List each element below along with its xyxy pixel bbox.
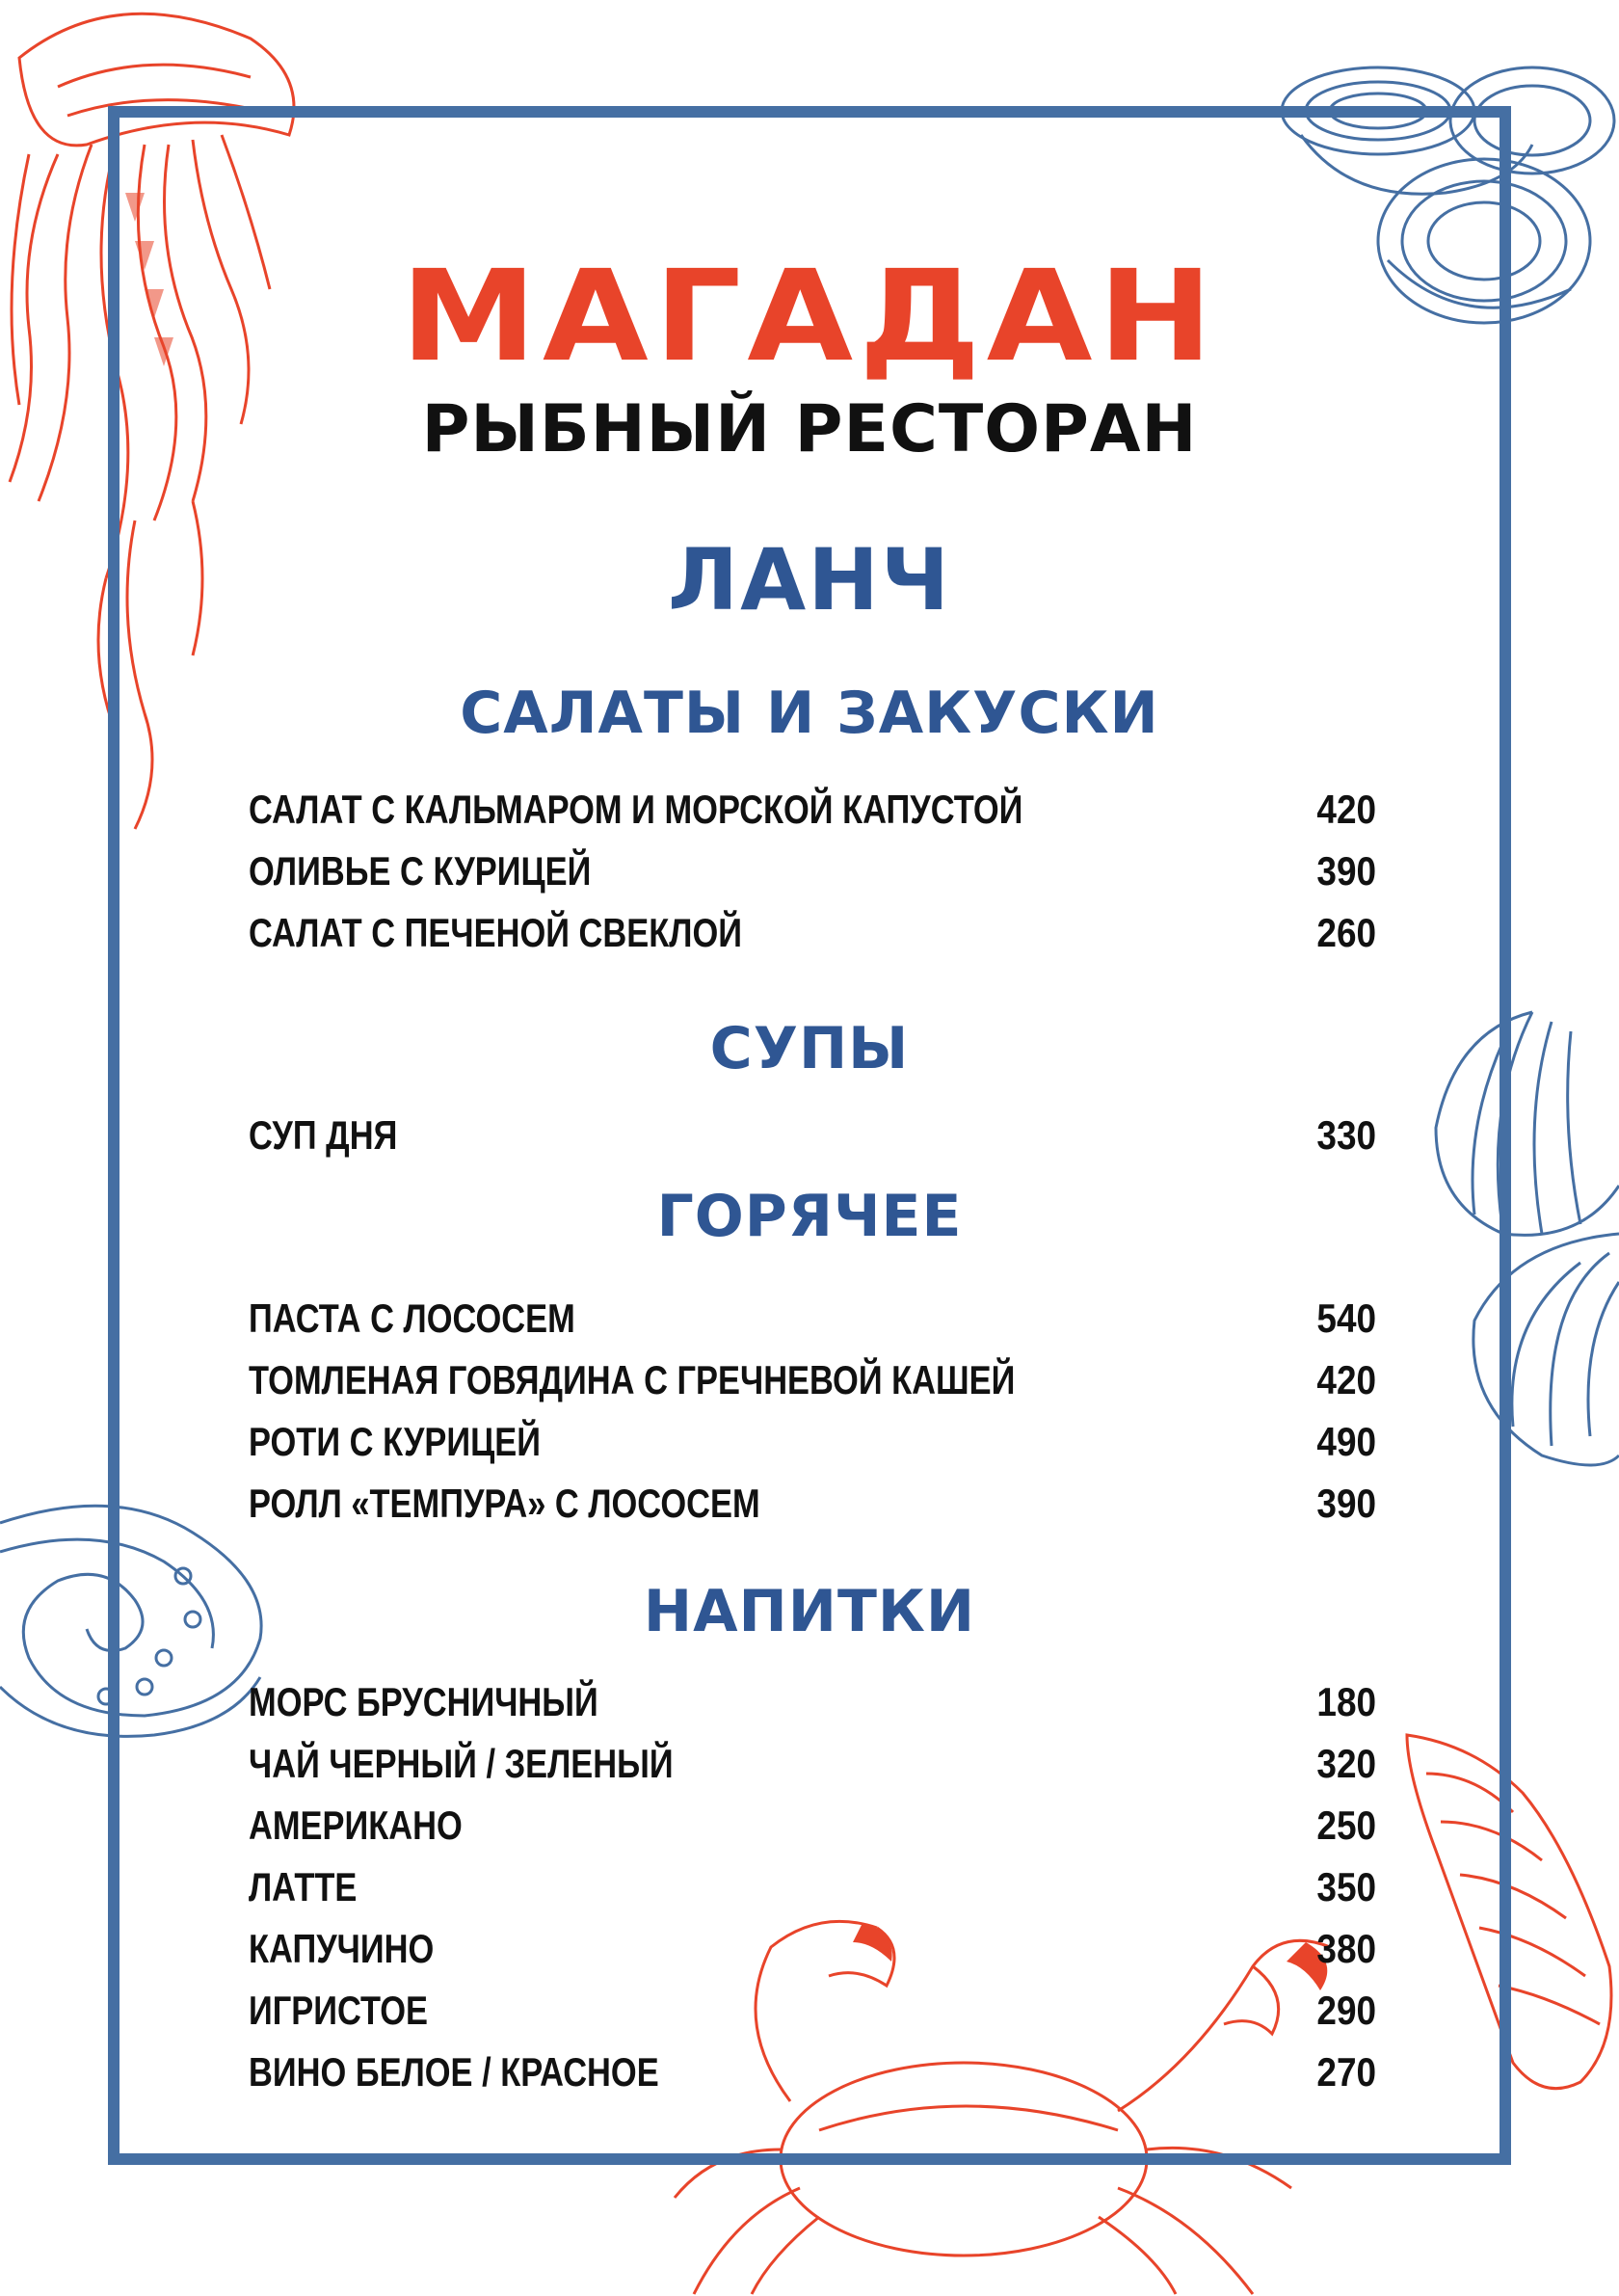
item-price: 350 <box>1316 1864 1376 1909</box>
item-name: САЛАТ С ПЕЧЕНОЙ СВЕКЛОЙ <box>249 910 743 955</box>
item-name: МОРС БРУСНИЧНЫЙ <box>249 1679 598 1724</box>
menu-item <box>249 787 1376 833</box>
item-price: 420 <box>1316 787 1376 832</box>
section-title-salads: САЛАТЫ И ЗАКУСКИ <box>460 680 1159 747</box>
menu-item <box>249 1481 1376 1527</box>
item-name: ОЛИВЬЕ С КУРИЦЕЙ <box>249 848 592 894</box>
item-price: 330 <box>1316 1112 1376 1158</box>
item-name: РОЛЛ «ТЕМПУРА» С ЛОСОСЕМ <box>249 1481 760 1526</box>
item-name: ВИНО БЕЛОЕ / КРАСНОЕ <box>249 2049 659 2095</box>
menu-item <box>249 1741 1376 1787</box>
menu-item <box>249 1419 1376 1465</box>
item-price: 320 <box>1316 1741 1376 1786</box>
menu-item <box>249 1357 1376 1403</box>
item-price: 420 <box>1316 1357 1376 1402</box>
menu-item <box>249 1988 1376 2034</box>
item-price: 270 <box>1316 2049 1376 2095</box>
menu-item <box>249 1679 1376 1725</box>
item-price: 290 <box>1316 1988 1376 2033</box>
item-price: 540 <box>1316 1295 1376 1341</box>
section-title-hot: ГОРЯЧЕЕ <box>656 1183 963 1250</box>
item-name: ИГРИСТОЕ <box>249 1988 428 2033</box>
menu-item <box>249 1864 1376 1910</box>
item-price: 390 <box>1316 848 1376 894</box>
item-price: 250 <box>1316 1802 1376 1848</box>
menu-item <box>249 848 1376 894</box>
menu-item <box>249 1802 1376 1849</box>
item-name: КАПУЧИНО <box>249 1926 435 1971</box>
item-name: САЛАТ С КАЛЬМАРОМ И МОРСКОЙ КАПУСТОЙ <box>249 787 1023 832</box>
item-price: 390 <box>1316 1481 1376 1526</box>
menu-item <box>249 1926 1376 1972</box>
item-name: АМЕРИКАНО <box>249 1802 463 1848</box>
item-name: ЛАТТЕ <box>249 1864 358 1909</box>
section-title-drinks: НАПИТКИ <box>643 1578 976 1645</box>
item-price: 180 <box>1316 1679 1376 1724</box>
item-name: ТОМЛЕНАЯ ГОВЯДИНА С ГРЕЧНЕВОЙ КАШЕЙ <box>249 1357 1016 1402</box>
item-price: 260 <box>1316 910 1376 955</box>
restaurant-name: МАГАДАН <box>400 243 1219 390</box>
item-name: ЧАЙ ЧЕРНЫЙ / ЗЕЛЕНЫЙ <box>249 1741 674 1786</box>
menu-item <box>249 1112 1376 1159</box>
item-name: ПАСТА С ЛОСОСЕМ <box>249 1295 575 1341</box>
item-name: РОТИ С КУРИЦЕЙ <box>249 1419 542 1464</box>
item-price: 380 <box>1316 1926 1376 1971</box>
menu-item <box>249 910 1376 956</box>
menu-item <box>249 2049 1376 2096</box>
item-price: 490 <box>1316 1419 1376 1464</box>
menu-title: ЛАНЧ <box>668 530 951 629</box>
menu-item <box>249 1295 1376 1342</box>
restaurant-tagline: РЫБНЫЙ РЕСТОРАН <box>421 391 1198 467</box>
item-name: СУП ДНЯ <box>249 1112 398 1158</box>
section-title-soups: СУПЫ <box>709 1015 910 1082</box>
